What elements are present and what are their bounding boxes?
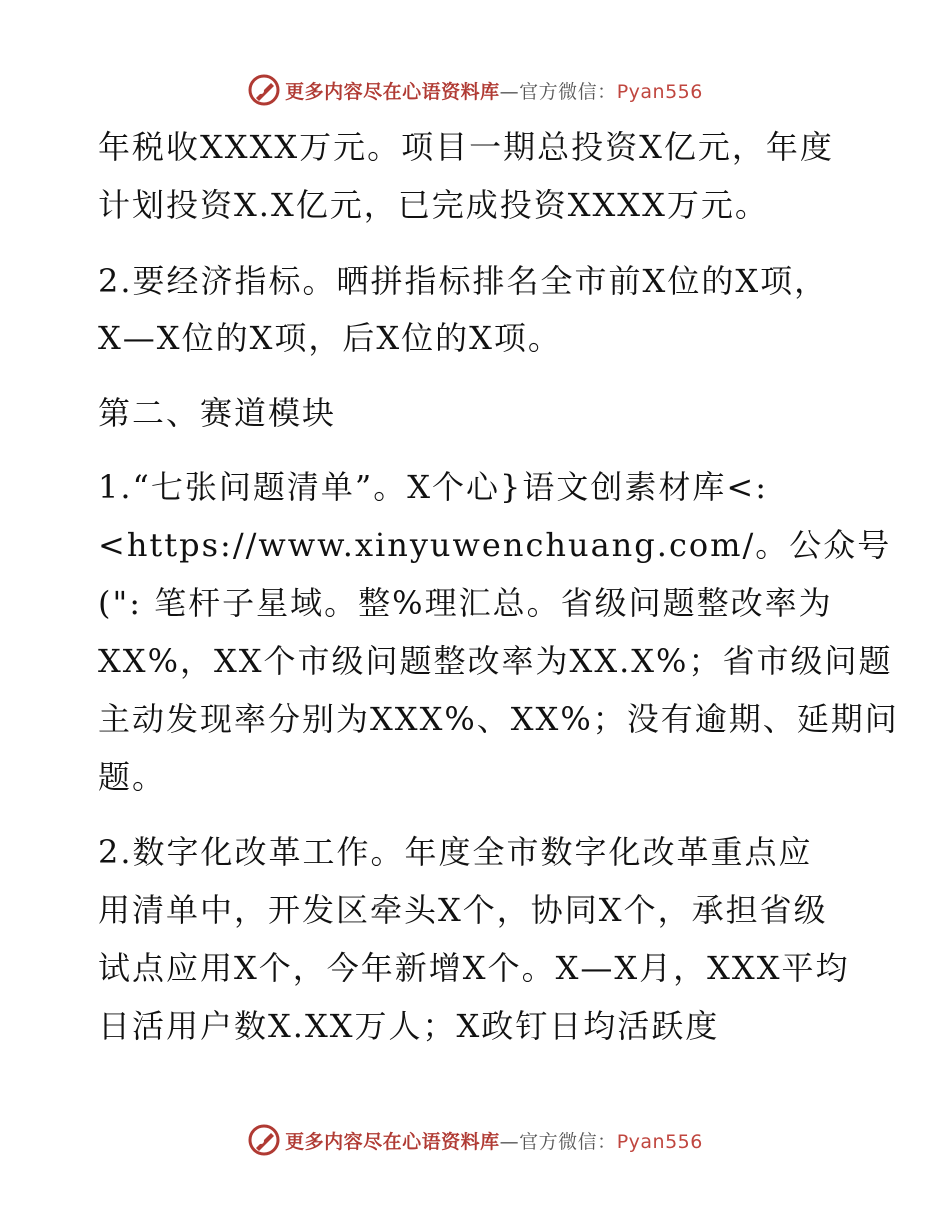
text-line: 年税收XXXX万元。项目一期总投资X亿元，年度	[98, 128, 834, 166]
watermark-wechat-id: Pyan556	[616, 80, 703, 103]
watermark-text	[285, 77, 703, 104]
text-line: 用清单中，开发区牵头X个，协同X个，承担省级	[98, 891, 828, 929]
watermark-text	[285, 1127, 703, 1154]
watermark-site: 更多内容尽在心语资料库	[285, 80, 500, 103]
watermark-wechat-label: —官方微信：	[499, 1130, 617, 1153]
text-line: 2.要经济指标。晒拼指标排名全市前X位的X项，	[98, 262, 829, 300]
text-line: 主动发现率分别为XXX%、XX%；没有逾期、延期问	[98, 700, 899, 738]
section-heading: 第二、赛道模块	[98, 394, 337, 432]
pen-logo-icon	[247, 1123, 281, 1157]
pen-logo-icon	[247, 73, 281, 107]
footer-watermark-banner	[0, 1120, 950, 1160]
text-line: XX%，XX个市级问题整改率为XX.X%；省市级问题	[98, 642, 893, 680]
text-line: 试点应用X个，今年新增X个。X—X月，XXX平均	[98, 949, 850, 987]
text-line: X—X位的X项，后X位的X项。	[98, 319, 562, 357]
text-line: 计划投资X.X亿元，已完成投资XXXX万元。	[98, 186, 769, 224]
watermark-wechat-label: —官方微信：	[499, 80, 617, 103]
watermark-wechat-id: Pyan556	[616, 1130, 703, 1153]
text-line: <https://www.xinyuwenchuang.com/。公众号	[98, 526, 892, 564]
text-line: (": 笔杆子星域。整%理汇总。省级问题整改率为	[98, 584, 833, 622]
watermark-site: 更多内容尽在心语资料库	[285, 1130, 500, 1153]
text-line: 1.“七张问题清单”。X个心}语文创素材库<:	[98, 468, 768, 506]
text-line: 题。	[98, 758, 167, 796]
text-line: 2.数字化改革工作。年度全市数字化改革重点应	[98, 833, 813, 871]
text-line: 日活用户数X.XX万人；X政钉日均活跃度	[98, 1007, 720, 1045]
header-watermark-banner	[0, 70, 950, 110]
